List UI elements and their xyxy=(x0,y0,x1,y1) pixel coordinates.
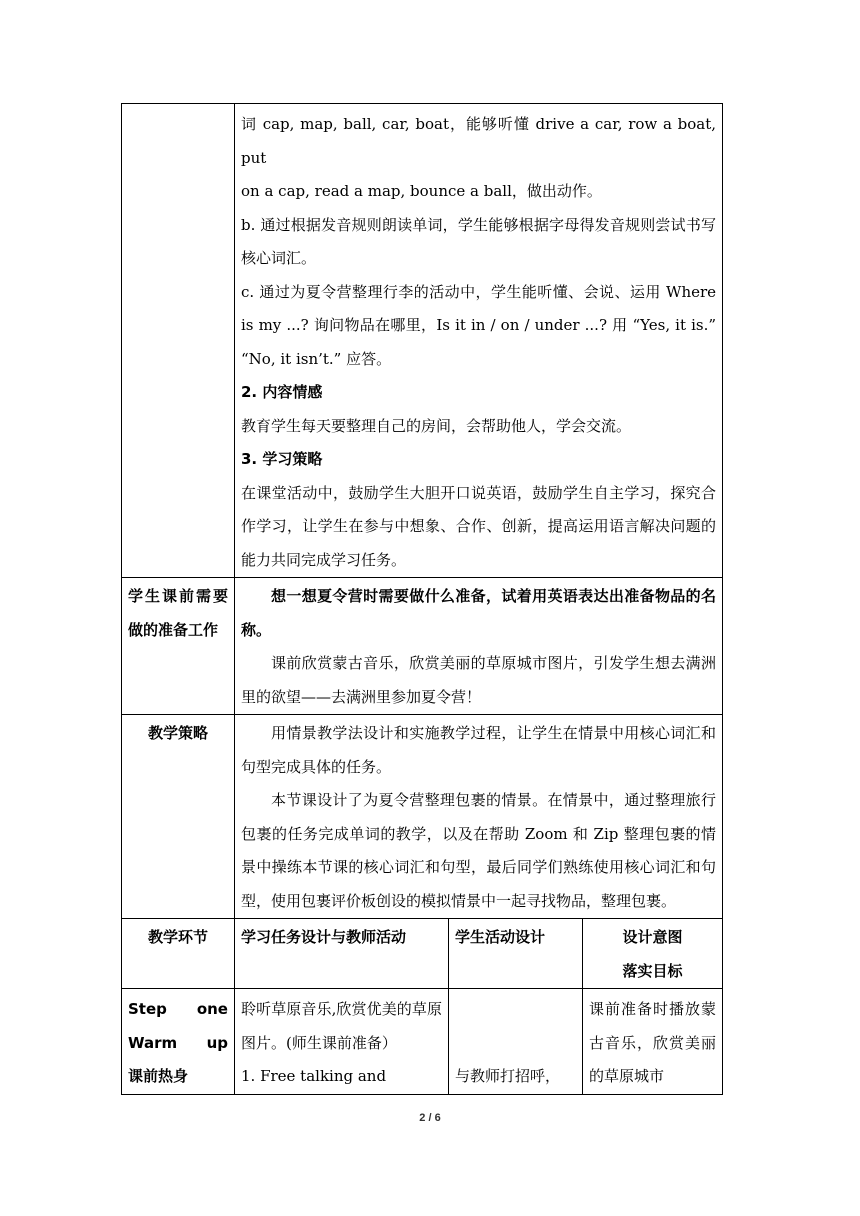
header-step: 教学环节 xyxy=(122,919,235,989)
prep-label: 学生课前需要做的准备工作 xyxy=(122,578,235,715)
objective-a-line-2: on a cap, read a map, bounce a ball，做出动作。 xyxy=(241,182,602,200)
objective-c: c. 通过为夏令营整理行李的活动中，学生能听懂、会说、运用 Where is my ...? 询问物品在哪里，Is it in / on / under ...? 用 “Yes, it is.” “No, it isn’t.” 应答。 xyxy=(241,282,717,368)
warm-word: Warm xyxy=(128,1033,178,1052)
step-one-task xyxy=(235,989,449,1095)
strategy-p2: 本节课设计了为夏令营整理包裹的情景。在情景中，通过整理旅行包裹的任务完成单词的教学，以及在帮助 Zoom 和 Zip 整理包裹的情景中操练本节课的核心词汇和句型，最后同学们熟练使用核心词汇和句型，使用包裹评价板创设的模拟情景中一起寻找物品，整理包裹。 xyxy=(241,791,717,910)
prep-content-cell xyxy=(235,578,723,715)
header-intent-line-1: 设计意图 xyxy=(622,928,683,946)
objectives-content-cell xyxy=(235,104,723,578)
step-one-intent: 课前准备时播放蒙古音乐，欣赏美丽的草原城市 xyxy=(583,989,723,1095)
step-one-name-line-3: 课前热身 xyxy=(128,1067,189,1085)
step-one-student xyxy=(449,989,583,1095)
objective-b: b. 通过根据发音规则朗读单词，学生能够根据字母得发音规则尝试书写核心词汇。 xyxy=(241,215,717,267)
header-intent-line-2: 落实目标 xyxy=(622,961,683,980)
step-one-row xyxy=(122,989,723,1095)
strategy-label: 教学策略 xyxy=(122,715,235,919)
one-word: one xyxy=(196,1000,228,1018)
step-one-task-text-2: 1. Free talking and xyxy=(241,1067,387,1085)
section-heading-strategy: 3. 学习策略 xyxy=(241,450,323,468)
step-word: Step xyxy=(128,1000,167,1018)
objectives-row xyxy=(122,104,723,578)
strategy-row xyxy=(122,715,723,919)
page-number: 2 / 6 xyxy=(419,1112,441,1124)
steps-header-row xyxy=(122,919,723,989)
up-word: up xyxy=(206,1033,228,1052)
strategy-p1: 用情景教学法设计和实施教学过程，让学生在情景中用核心词汇和句型完成具体的任务。 xyxy=(241,724,717,776)
prep-text: 课前欣赏蒙古音乐，欣赏美丽的草原城市图片，引发学生想去满洲里的欲望——去满洲里参加夏令营！ xyxy=(241,654,717,706)
step-one-name-line-2 xyxy=(128,1027,228,1061)
step-one-student-text: 与教师打招呼， xyxy=(455,1067,561,1085)
objective-a-line-1: 词 cap, map, ball, car, boat，能够听懂 drive a car, row a boat, put xyxy=(241,115,717,167)
header-intent xyxy=(583,919,723,989)
emotion-text: 教育学生每天要整理自己的房间，会帮助他人，学会交流。 xyxy=(241,416,632,435)
objectives-label-cell xyxy=(122,104,235,578)
step-one-name-line-1 xyxy=(128,993,228,1027)
lesson-plan-table xyxy=(121,103,723,1095)
step-one-task-text: 聆听草原音乐,欣赏优美的草原图片。(师生课前准备） xyxy=(241,1000,442,1052)
header-student: 学生活动设计 xyxy=(449,919,583,989)
strategy-text: 在课堂活动中，鼓励学生大胆开口说英语，鼓励学生自主学习，探究合作学习，让学生在参与中想象、合作、创新，提高运用语言解决问题的能力共同完成学习任务。 xyxy=(241,483,717,569)
strategy-content-cell xyxy=(235,715,723,919)
header-task: 学习任务设计与教师活动 xyxy=(235,919,449,989)
section-heading-emotion: 2. 内容情感 xyxy=(241,383,323,401)
step-one-name xyxy=(122,989,235,1095)
prep-row xyxy=(122,578,723,715)
prep-bold-text: 想一想夏令营时需要做什么准备，试着用英语表达出准备物品的名称。 xyxy=(241,587,717,639)
